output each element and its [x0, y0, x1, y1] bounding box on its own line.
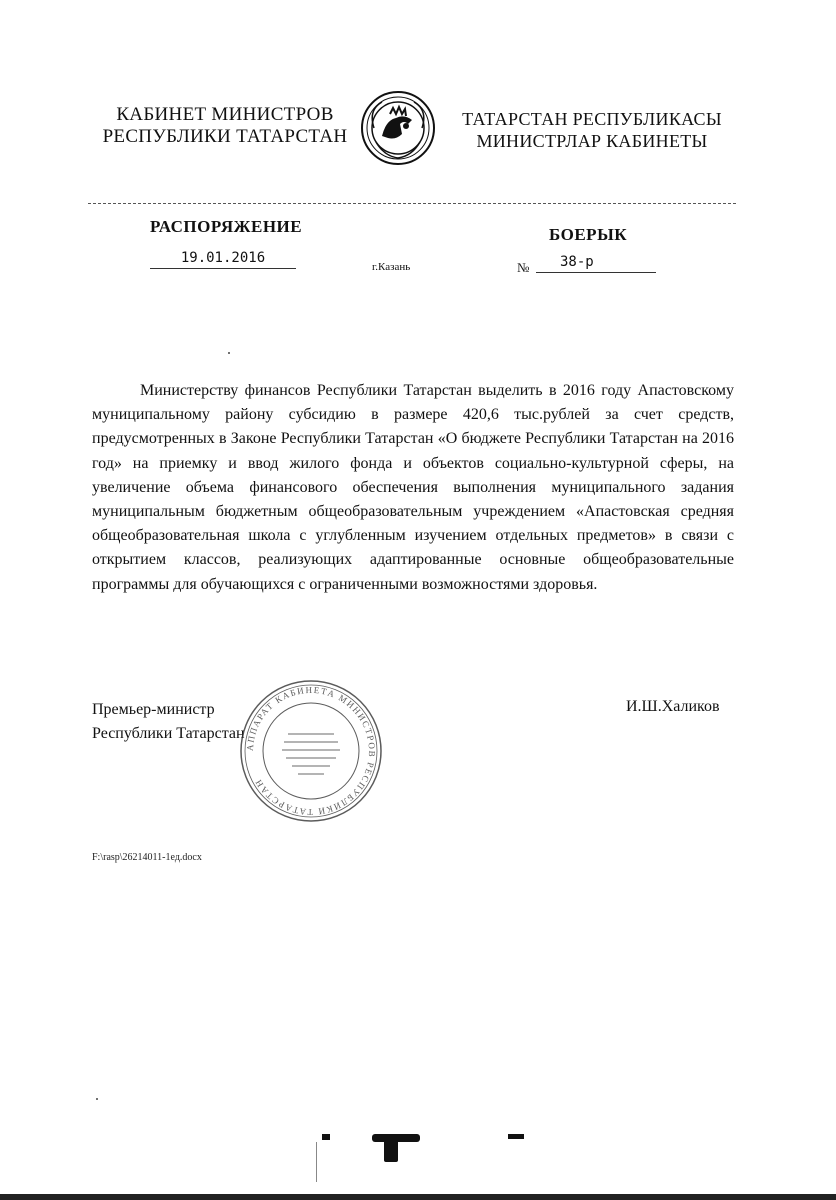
scan-speck: [228, 352, 230, 354]
signatory-position: [92, 698, 245, 746]
header-left: [100, 104, 350, 148]
scan-artifact: [508, 1134, 524, 1139]
number-label: №: [517, 260, 530, 275]
title-russian: РАСПОРЯЖЕНИЕ: [150, 217, 303, 236]
header-left-line2: РЕСПУБЛИКИ ТАТАРСТАН: [102, 126, 348, 147]
scan-artifact: [316, 1142, 317, 1182]
scan-artifact: [322, 1134, 330, 1140]
signatory-position-line1: Премьер-министр: [92, 701, 215, 718]
document-city: г.Казань: [372, 261, 411, 273]
signatory-name: И.Ш.Халиков: [626, 698, 720, 715]
scan-speck: [96, 1098, 98, 1100]
document-number: 38-р: [536, 254, 656, 273]
signatory-position-line2: Республики Татарстан: [92, 725, 245, 742]
scan-bottom-edge: [0, 1194, 836, 1200]
scan-artifact: [384, 1140, 398, 1162]
official-stamp-icon: [236, 676, 386, 826]
svg-text:АППАРАТ КАБИНЕТА МИНИСТРОВ РЕС: [245, 685, 377, 817]
header-right: [452, 108, 732, 152]
tatarstan-emblem-icon: [360, 90, 436, 166]
title-tatar: БОЕРЫК: [549, 225, 628, 244]
file-path: F:\rasp\26214011-1ед.docx: [92, 852, 202, 863]
header-divider: [88, 203, 736, 204]
header-right-line1: ТАТАРСТАН РЕСПУБЛИКАСЫ: [462, 109, 722, 129]
header-right-line2: МИНИСТРЛАР КАБИНЕТЫ: [476, 131, 708, 151]
header-left-line1: КАБИНЕТ МИНИСТРОВ: [116, 104, 334, 125]
stamp-text: АППАРАТ КАБИНЕТА МИНИСТРОВ РЕСПУБЛИКИ ТАТАРСТАН: [244, 684, 378, 818]
document-body: Министерству финансов Республики Татарстан выделить в 2016 году Апастовскому муниципальному району субсидию в размере 420,6 тыс.рублей за счет средств, предусмотренных в Законе Республики Татарстан «О бюджете Республики Татарстан на 2016 год» на приемку и ввод жилого фонда и объектов социально-культурной сферы, на увеличение объема финансового обеспечения выполнения муниципального задания муниципальным бюджетным общеобразовательным учреждением «Апастовская средняя общеобразовательная школа с углубленным изучением отдельных предметов» в связи с открытием классов, реализующих адаптированные основные общеобразовательные программы для обучающихся с ограниченными возможностями здоровья.: [92, 382, 734, 593]
document-date: 19.01.2016: [150, 250, 296, 269]
